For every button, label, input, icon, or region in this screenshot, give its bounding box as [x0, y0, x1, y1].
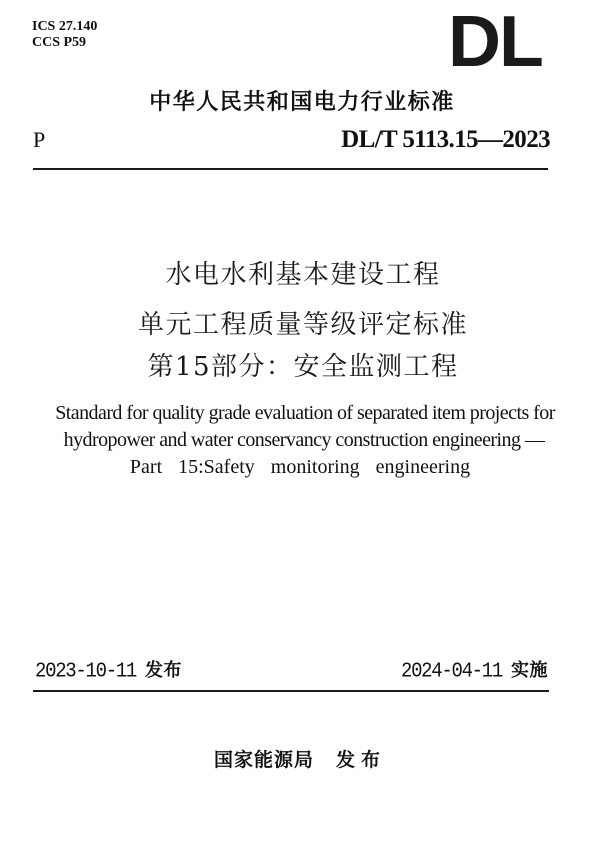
chinese-title-line-1: 水电水利基本建设工程: [165, 260, 441, 290]
effective-date: 2024-04-11: [400, 658, 502, 684]
issuing-organization: 国家能源局: [213, 749, 314, 771]
english-title-line-3: Part 15:Safety monitoring engineering: [129, 456, 471, 478]
publish-date-block: [35, 656, 182, 685]
classification-codes: [32, 19, 97, 51]
chinese-title-line-3: 第15部分：安全监测工程: [147, 352, 459, 382]
standard-number: DL/T 5113.15—2023: [341, 126, 550, 153]
chinese-title-line-2: 单元工程质量等级评定标准: [137, 310, 468, 340]
publish-date: 2023-10-11: [35, 658, 137, 684]
english-title-line-1: Standard for quality grade evaluation of separated item projects for: [55, 402, 555, 424]
industry-standard-title: 中华人民共和国电力行业标准: [149, 90, 455, 115]
english-title-line-2: hydropower and water conservancy construction engineering —: [63, 429, 545, 451]
dl-logo: DL: [448, 2, 542, 82]
issuer-block: [0, 746, 600, 774]
ccs-code: CCS P59: [32, 35, 87, 50]
ics-code: ICS 27.140: [32, 19, 98, 34]
issuer-action: 发布: [336, 749, 387, 771]
classification-letter: P: [33, 127, 46, 152]
effective-date-block: [401, 656, 548, 685]
effective-label: 实施: [511, 660, 548, 681]
bottom-divider: [33, 690, 549, 692]
publish-label: 发布: [145, 660, 183, 681]
top-divider: [33, 168, 548, 170]
